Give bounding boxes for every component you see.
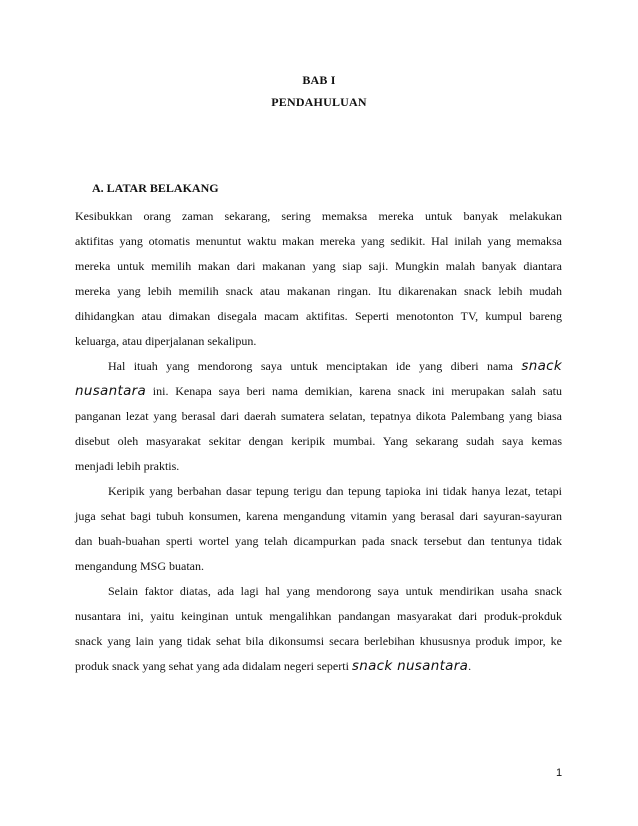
text-line: menjadi lebih praktis.	[75, 459, 180, 473]
text-line: Keripik yang berbahan dasar tepung terigu dan tepung tapioka ini tidak hanya lezat, tetapi	[108, 484, 562, 498]
text-line: disebut oleh masyarakat sekitar dengan keripik mumbai. Yang sekarang sudah saya kemas	[75, 434, 562, 448]
text-line: Selain faktor diatas, ada lagi hal yang mendorong saya untuk mendirikan usaha snack	[108, 584, 562, 598]
text-line: Kesibukkan orang zaman sekarang, sering memaksa mereka untuk banyak melakukan	[75, 209, 562, 223]
text-line: nusantara ini, yaitu keinginan untuk mengalihkan pandangan masyarakat dari produk-prokduk	[75, 609, 562, 623]
text-line: nusantara ini. Kenapa saya beri nama demikian, karena snack ini merupakan salah satu	[75, 383, 562, 399]
page-number: 1	[556, 767, 563, 779]
text-line: mereka untuk memilih makan dari makanan yang siap saji. Mungkin malah banyak diantara	[75, 259, 562, 273]
text-line: keluarga, atau diperjalanan sekalipun.	[75, 334, 257, 348]
chapter-label: BAB I	[302, 73, 336, 87]
text-line: mengandung MSG buatan.	[75, 559, 204, 573]
text-line: mereka yang lebih memilih snack atau makanan ringan. Itu dikarenakan snack lebih mudah	[75, 284, 562, 298]
chapter-title: PENDAHULUAN	[271, 95, 367, 109]
text-line: produk snack yang sehat yang ada didalam negeri seperti snack nusantara.	[75, 658, 472, 674]
product-name-script: snack nusantara	[351, 658, 469, 674]
text-line: aktifitas yang otomatis menuntut waktu makan mereka yang sedikit. Hal inilah yang memaksa	[75, 234, 562, 248]
text-line: Hal ituah yang mendorong saya untuk menciptakan ide yang diberi nama snack	[108, 358, 563, 374]
product-name-script: snack	[521, 358, 563, 374]
section-heading: A. LATAR BELAKANG	[92, 181, 219, 195]
text-line: juga sehat bagi tubuh konsumen, karena mengandung vitamin yang berasal dari sayuran-sayuran	[75, 509, 562, 523]
text-line: dihidangkan atau dimakan disegala macam aktifitas. Seperti menotonton TV, kumpul bareng	[75, 309, 562, 323]
text-line: snack yang lain yang tidak sehat bila dikonsumsi secara berlebihan khususnya produk impor, ke	[75, 634, 562, 648]
text-line: dan buah-buahan sperti wortel yang telah dicampurkan pada snack tersebut dan tentunya tidak	[75, 534, 562, 548]
text-line: panganan lezat yang berasal dari daerah sumatera selatan, tepatnya dikota Palembang yang biasa	[75, 409, 562, 423]
product-name-script: nusantara	[75, 383, 147, 399]
